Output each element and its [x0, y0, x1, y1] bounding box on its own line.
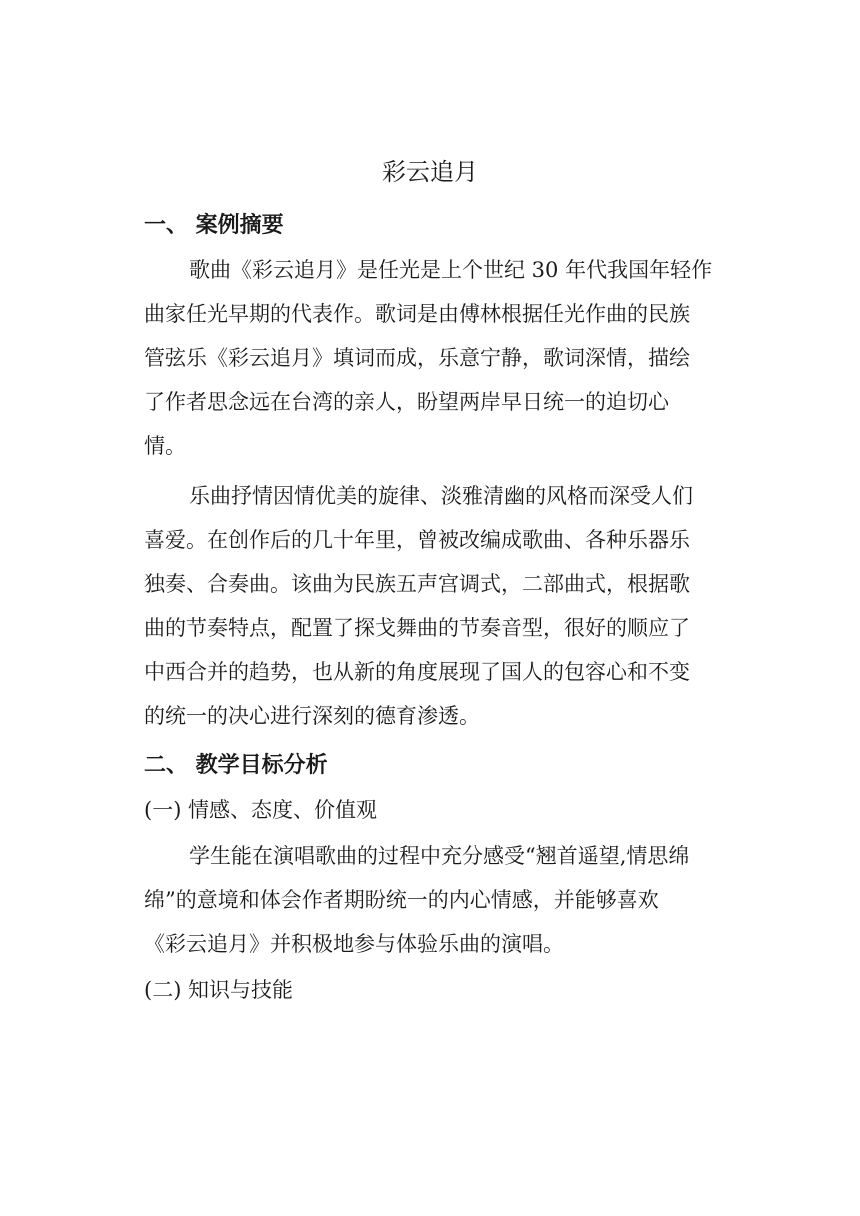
paragraph-line: 中西合并的趋势，也从新的角度展现了国人的包容心和不变 [144, 660, 690, 684]
paragraph-line: 绵”的意境和体会作者期盼统一的内心情感，并能够喜欢 [144, 888, 659, 912]
paragraph-line: 喜爱。在创作后的几十年里，曾被改编成歌曲、各种乐器乐 [144, 528, 690, 552]
paragraph-line: 管弦乐《彩云追月》填词而成，乐意宁静，歌词深情，描绘 [144, 346, 690, 370]
paragraph-line: 了作者思念远在台湾的亲人，盼望两岸早日统一的迫切心 [144, 390, 669, 414]
paragraph-line: 独奏、合奏曲。该曲为民族五声宫调式，二部曲式，根据歌 [144, 572, 690, 596]
section-heading-teaching-goals: 二、 教学目标分析 [144, 753, 328, 778]
paragraph-line: 曲的节奏特点，配置了探戈舞曲的节奏音型，很好的顺应了 [144, 616, 690, 640]
paragraph-line: 情。 [144, 434, 186, 458]
paragraph-line: 歌曲《彩云追月》是任光是上个世纪 30 年代我国年轻作 [189, 258, 713, 282]
subsection-heading-knowledge: (二) 知识与技能 [144, 978, 294, 1002]
paragraph-line: 学生能在演唱歌曲的过程中充分感受“翘首遥望,情思绵 [189, 844, 690, 868]
subsection-heading-emotion: (一) 情感、态度、价值观 [144, 798, 378, 822]
section-heading-case-summary: 一、 案例摘要 [144, 213, 284, 238]
paragraph-line: 的统一的决心进行深刻的德育渗透。 [144, 704, 480, 728]
paragraph-line: 乐曲抒情因情优美的旋律、淡雅清幽的风格而深受人们 [189, 484, 693, 508]
paragraph-line: 《彩云追月》并积极地参与体验乐曲的演唱。 [144, 932, 564, 956]
document-title: 彩云追月 [382, 158, 478, 186]
paragraph-line: 曲家任光早期的代表作。歌词是由傅林根据任光作曲的民族 [144, 302, 690, 326]
